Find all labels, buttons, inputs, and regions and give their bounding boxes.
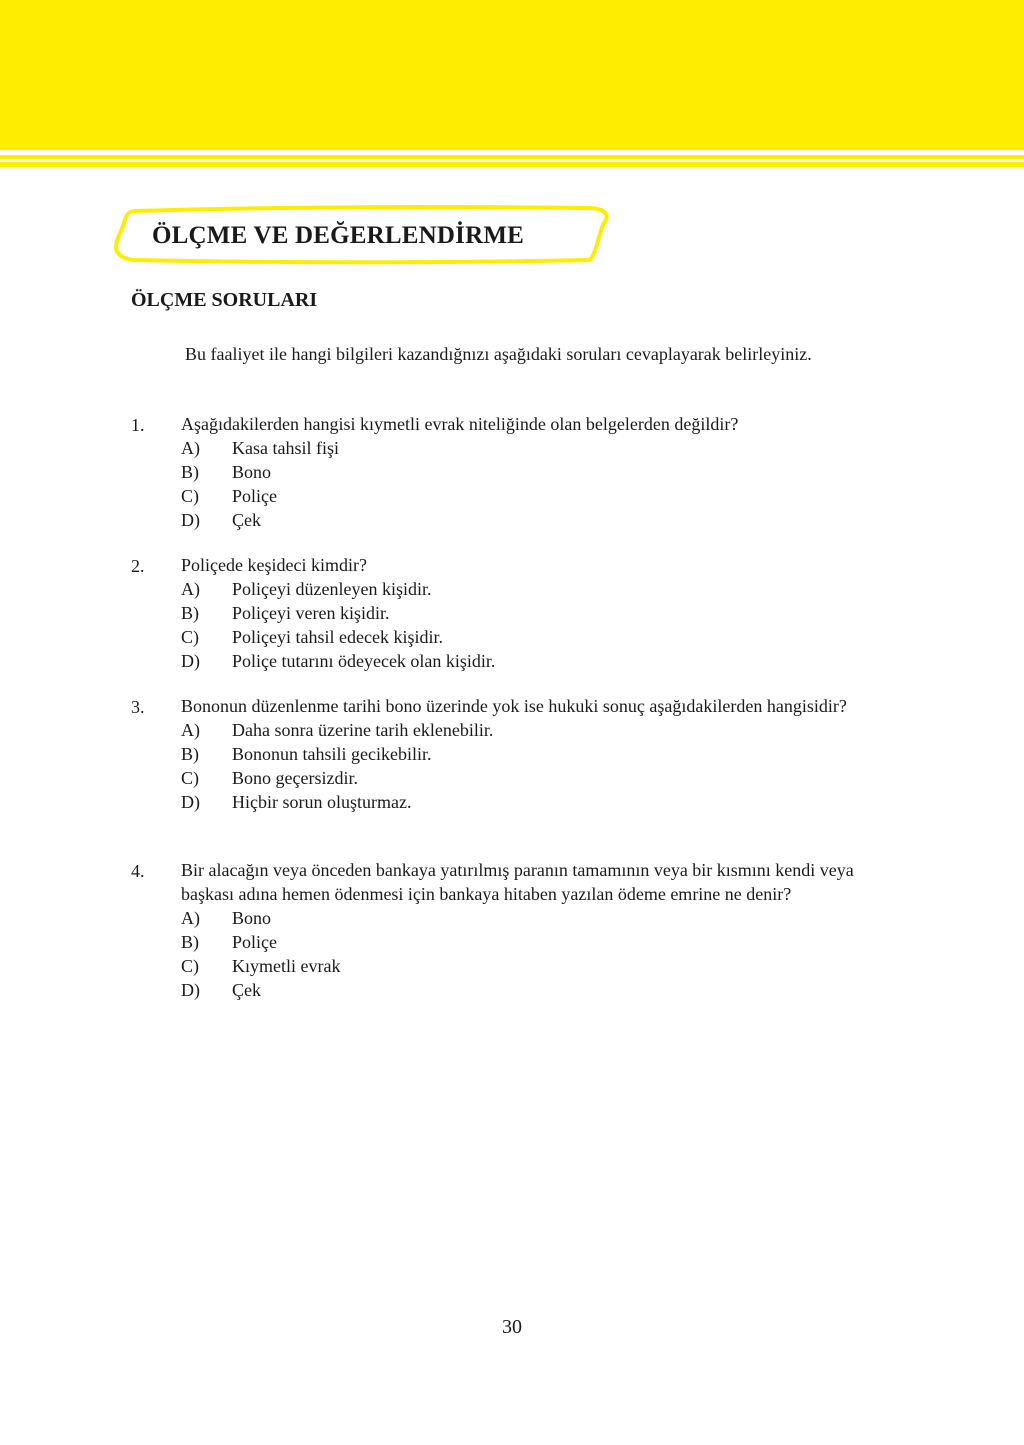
- section-title: ÖLÇME VE DEĞERLENDİRME: [152, 222, 525, 249]
- header-stripe: [0, 162, 1024, 167]
- question-text: Bononun düzenlenme tarihi bono üzerinde yok ise hukuki sonuç aşağıdakilerden hangisidir?: [181, 696, 847, 716]
- option-text: Daha sonra üzerine tarih eklenebilir.: [232, 720, 494, 740]
- question-2: [131, 553, 891, 673]
- option-letter: A): [181, 438, 200, 458]
- option-letter: C): [181, 768, 199, 788]
- intro-text: Bu faaliyet ile hangi bilgileri kazandığnızı aşağıdaki soruları cevaplayarak belirleyiniz.: [185, 344, 812, 364]
- option-letter: A): [181, 720, 200, 740]
- answer-option[interactable]: [181, 906, 891, 930]
- option-text: Çek: [232, 510, 261, 530]
- question-text: Bir alacağın veya önceden bankaya yatırılmış paranın tamamının veya bir kısmını kendi veya başkası adına hemen ödenmesi için bankaya hitaben yazılan ödeme emrine ne denir?: [181, 860, 854, 904]
- page-number: 30: [502, 1316, 522, 1338]
- option-letter: B): [181, 744, 199, 764]
- answer-option[interactable]: [181, 649, 891, 673]
- option-text: Kıymetli evrak: [232, 956, 341, 976]
- option-text: Bono geçersizdir.: [232, 768, 358, 788]
- option-text: Hiçbir sorun oluşturmaz.: [232, 792, 412, 812]
- question-text: Poliçede keşideci kimdir?: [181, 555, 367, 575]
- answer-option[interactable]: [181, 790, 891, 814]
- option-letter: C): [181, 627, 199, 647]
- option-text: Poliçeyi tahsil edecek kişidir.: [232, 627, 443, 647]
- question-number: 4.: [131, 861, 145, 881]
- option-text: Poliçeyi düzenleyen kişidir.: [232, 579, 432, 599]
- option-text: Kasa tahsil fişi: [232, 438, 339, 458]
- option-letter: B): [181, 462, 199, 482]
- answer-option[interactable]: [181, 718, 891, 742]
- question-text: Aşağıdakilerden hangisi kıymetli evrak niteliğinde olan belgelerden değildir?: [181, 414, 739, 434]
- header-band: [0, 0, 1024, 150]
- option-letter: D): [181, 792, 200, 812]
- question-number: 3.: [131, 697, 145, 717]
- question-3: [131, 694, 891, 814]
- option-text: Bono: [232, 908, 272, 928]
- question-number: 2.: [131, 556, 145, 576]
- answer-option[interactable]: [181, 484, 891, 508]
- question-1: [131, 412, 891, 532]
- option-letter: B): [181, 603, 199, 623]
- option-letter: D): [181, 651, 200, 671]
- option-text: Çek: [232, 980, 261, 1000]
- header-stripe: [0, 155, 1024, 159]
- option-text: Bononun tahsili gecikebilir.: [232, 744, 432, 764]
- answer-option[interactable]: [181, 625, 891, 649]
- intro-paragraph: [131, 340, 872, 368]
- answer-option[interactable]: [181, 954, 891, 978]
- answer-option[interactable]: [181, 978, 891, 1002]
- option-letter: A): [181, 579, 200, 599]
- option-letter: D): [181, 980, 200, 1000]
- answer-option[interactable]: [181, 460, 891, 484]
- option-letter: C): [181, 956, 199, 976]
- answer-option[interactable]: [181, 930, 891, 954]
- option-letter: D): [181, 510, 200, 530]
- answer-option[interactable]: [181, 766, 891, 790]
- answer-option[interactable]: [181, 436, 891, 460]
- option-text: Poliçe: [232, 486, 277, 506]
- question-4: [131, 858, 891, 1002]
- option-letter: C): [181, 486, 199, 506]
- answer-option[interactable]: [181, 742, 891, 766]
- option-text: Poliçeyi veren kişidir.: [232, 603, 390, 623]
- option-letter: A): [181, 908, 200, 928]
- option-text: Bono: [232, 462, 272, 482]
- option-text: Poliçe tutarını ödeyecek olan kişidir.: [232, 651, 496, 671]
- option-text: Poliçe: [232, 932, 277, 952]
- option-letter: B): [181, 932, 199, 952]
- question-number: 1.: [131, 415, 145, 435]
- answer-option[interactable]: [181, 508, 891, 532]
- sub-title: ÖLÇME SORULARI: [131, 289, 318, 311]
- answer-option[interactable]: [181, 577, 891, 601]
- answer-option[interactable]: [181, 601, 891, 625]
